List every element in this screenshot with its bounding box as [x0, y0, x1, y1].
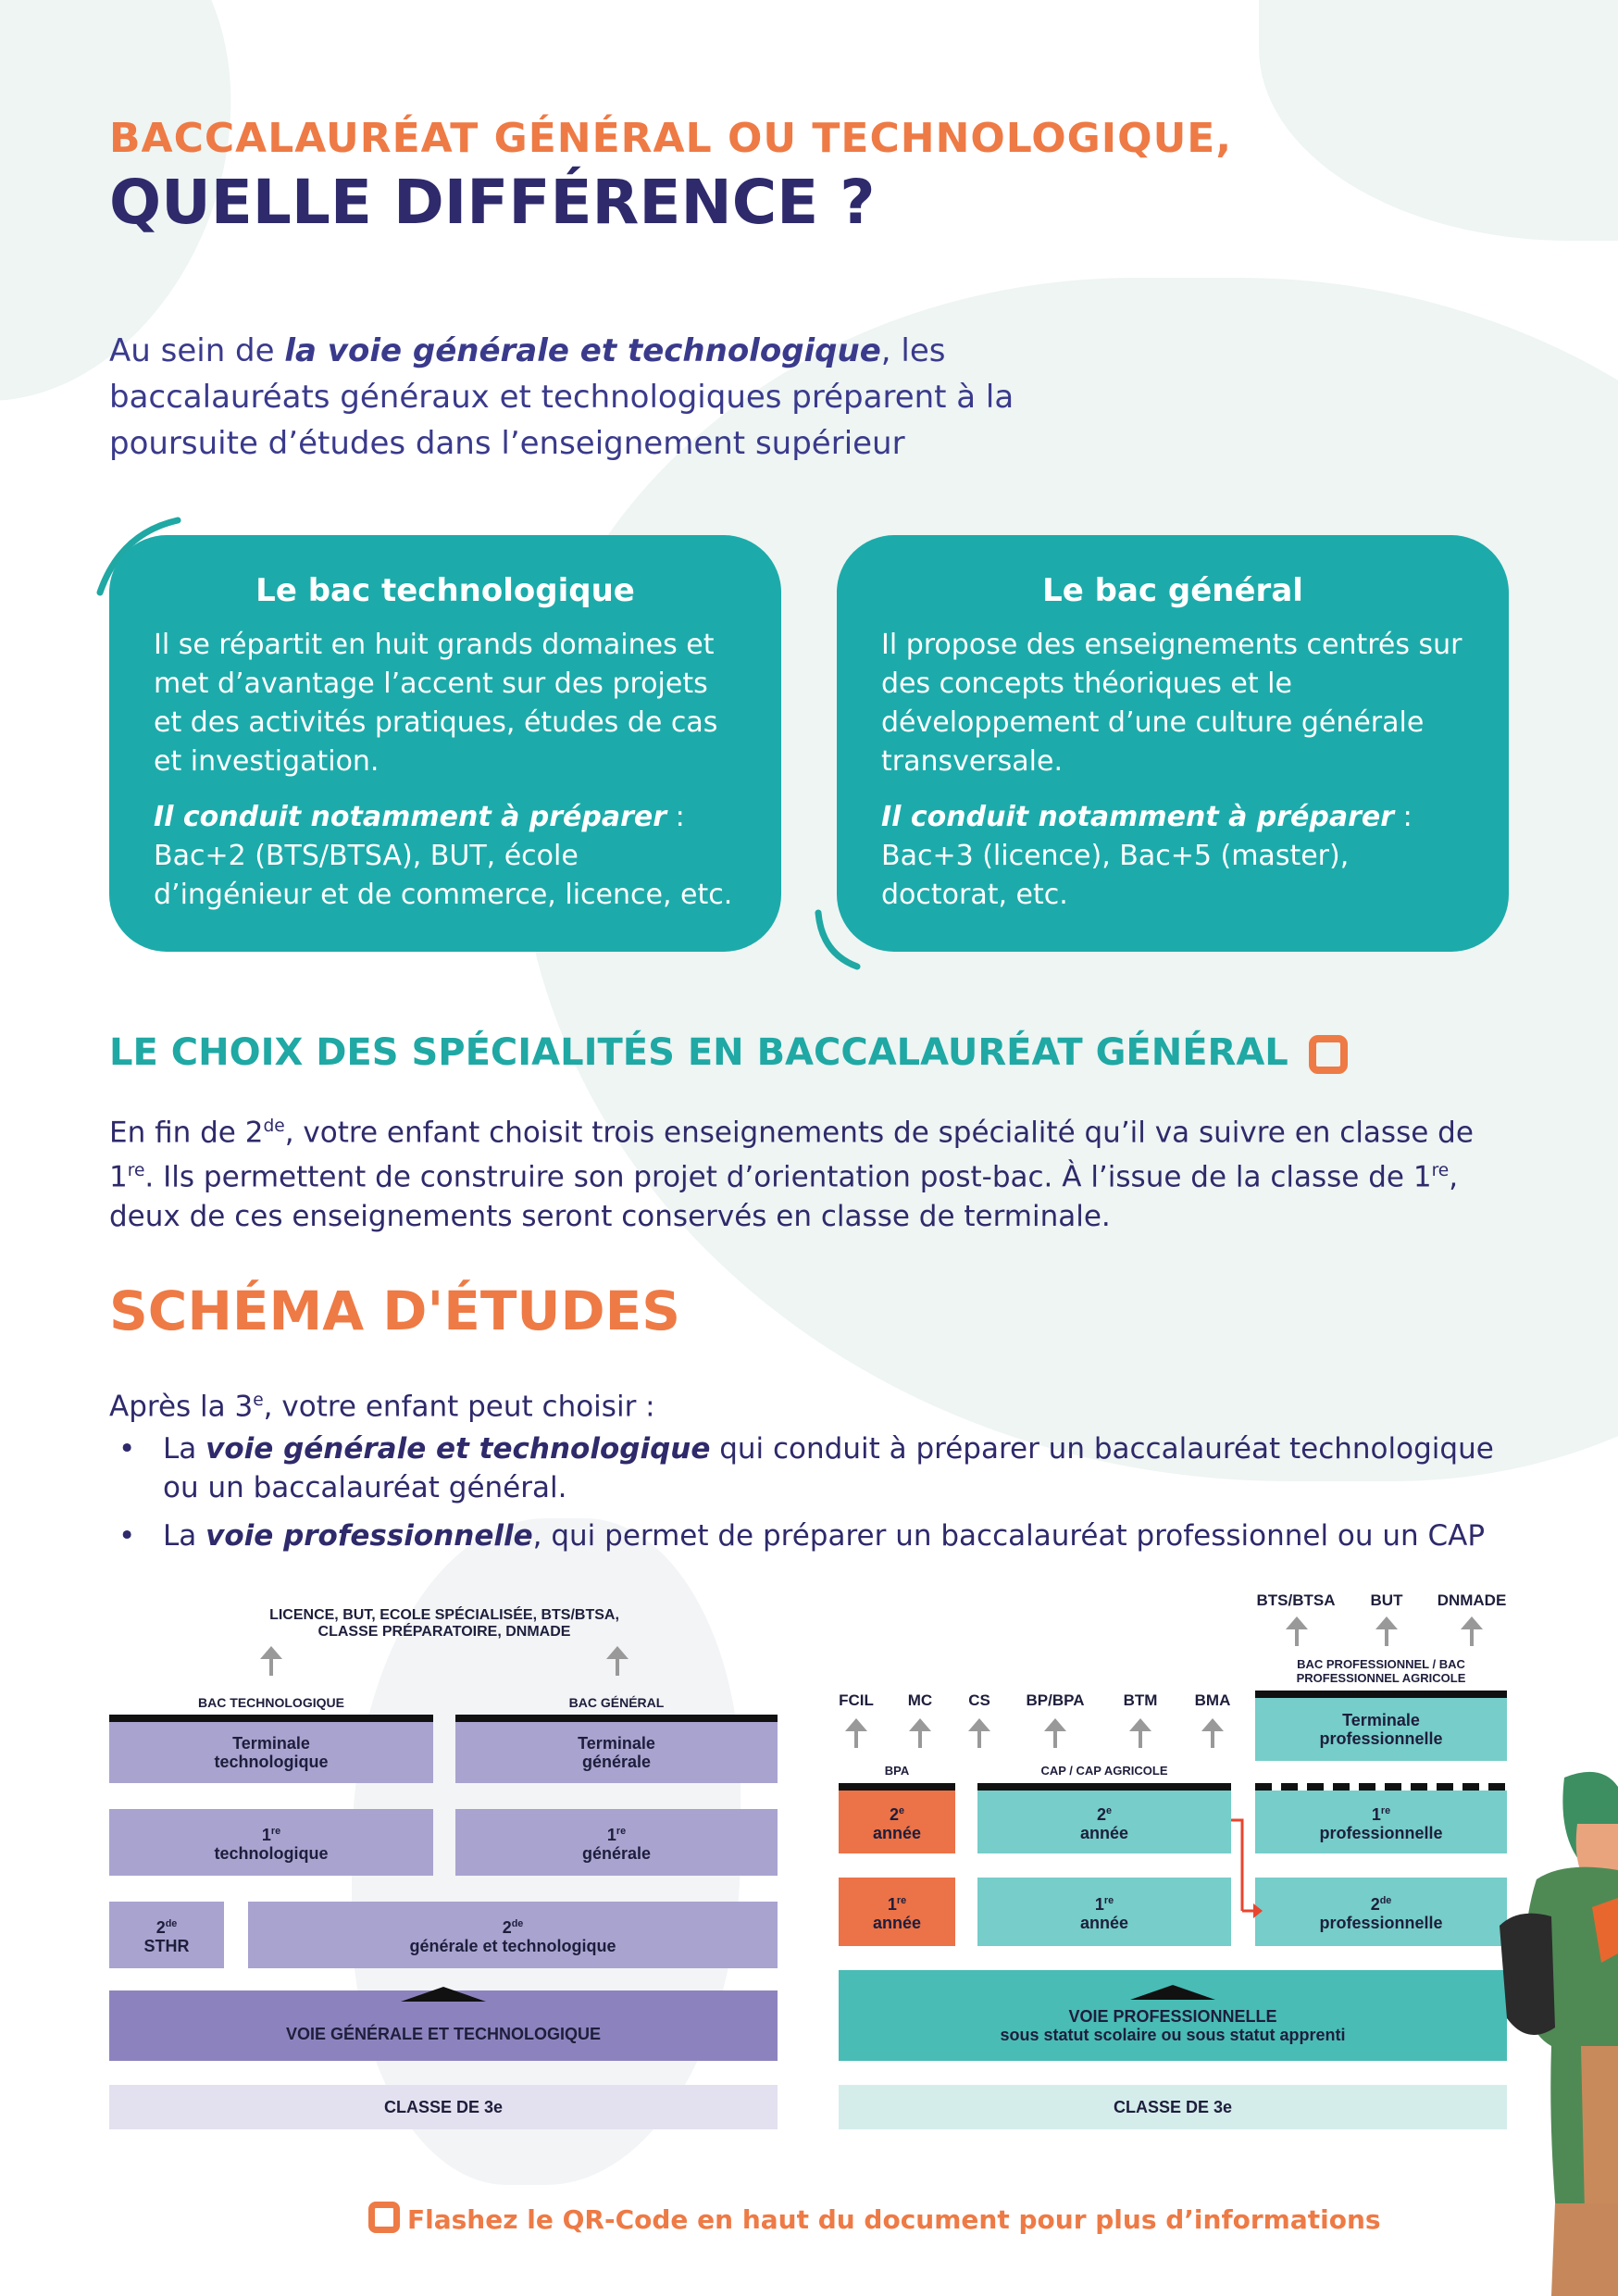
arrow-up-icon: [1126, 1718, 1154, 1750]
section-title-schema: SCHÉMA D'ÉTUDES: [109, 1279, 681, 1342]
outcome-label: DNMADE: [1437, 1591, 1507, 1609]
card-lead-text: Il conduit notamment à préparer: [881, 801, 1395, 833]
specialites-paragraph: En fin de 2de, votre enfant choisit trois enseignements de spécialité qu’il va suivre en classe de 1re. Ils permettent de construire son projet d’orientation post-bac. À l’issue de la classe de 1re, deux de ces enseignements seront conservés en classe de terminale.: [109, 1116, 1474, 1233]
page-subtitle: BACCALAURÉAT GÉNÉRAL OU TECHNOLOGIQUE,: [109, 115, 1233, 162]
schema-intro: Après la 3e, votre enfant peut choisir :: [109, 1390, 655, 1424]
bac-techno-label: BAC TECHNOLOGIQUE: [198, 1695, 344, 1710]
intro-emphasis: la voie générale et technologique: [284, 332, 881, 369]
diploma-label: CS: [968, 1691, 990, 1709]
intro-paragraph: [109, 328, 1035, 467]
premiere-generale: 1re générale: [455, 1809, 778, 1876]
intro-text: Au sein de: [109, 332, 285, 369]
card-body: Il propose des enseignements centrés sur des concepts théoriques et le développement d’une culture générale transversale.: [881, 629, 1462, 778]
cap-label: CAP / CAP AGRICOLE: [1040, 1764, 1168, 1778]
section-title-specialites: [109, 1031, 1348, 1074]
card-lead-suffix: :: [666, 801, 685, 833]
card-title: Le bac général: [1042, 572, 1303, 609]
card-lead: [881, 798, 1464, 837]
arrow-up-icon: [1373, 1616, 1400, 1648]
seconde-sthr: 2de STHR: [109, 1902, 224, 1968]
list-item: • La voie professionnelle, qui permet de préparer un baccalauréat professionnel ou un CAP: [109, 1516, 1516, 1555]
seconde-professionnelle: 2de professionnelle: [1255, 1878, 1507, 1946]
terminale-generale: Terminale générale: [455, 1722, 778, 1783]
card-bac-general: [837, 535, 1509, 952]
arrow-up-icon: [965, 1718, 993, 1750]
bpa-label: BPA: [884, 1764, 910, 1778]
higher-education-label: LICENCE, BUT, ECOLE SPÉCIALISÉE, BTS/BTSA, CLASSE PRÉPARATOIRE, DNMADE: [269, 1607, 619, 1640]
arrow-up-icon: [906, 1718, 934, 1750]
qr-hint-icon: [1309, 1035, 1348, 1074]
arrow-up-icon: [257, 1646, 285, 1678]
card-lead: [154, 798, 737, 837]
bac-pro-divider: [1255, 1691, 1507, 1698]
terminale-professionnelle: Terminale professionnelle: [1255, 1698, 1507, 1761]
student-illustration-icon: [1500, 1768, 1618, 2296]
intro-text: , les baccalauréats généraux et technologiques préparent à la poursuite d’études dans l’enseignement supérieur: [109, 332, 1014, 462]
diploma-label: FCIL: [839, 1691, 874, 1709]
card-bac-technologique: [109, 535, 781, 952]
outcome-label: BUT: [1370, 1591, 1403, 1609]
background-shape: [1259, 0, 1618, 241]
diploma-label: BTM: [1123, 1691, 1158, 1709]
bac-general-label: BAC GÉNÉRAL: [568, 1695, 665, 1710]
classe-de-3e-left: CLASSE DE 3e: [109, 2085, 778, 2129]
cap-2e-annee: 2e année: [977, 1791, 1231, 1853]
passerelle-arrow-icon: [1229, 1815, 1263, 1926]
diploma-label: BMA: [1194, 1691, 1231, 1709]
bac-pro-label: BAC PROFESSIONNEL / BAC PROFESSIONNEL AGRICOLE: [1296, 1657, 1466, 1685]
footer-note: [368, 2202, 1381, 2235]
card-body: Il se répartit en huit grands domaines et met d’avantage l’accent sur des projets et des activités pratiques, études de cas et investigation.: [154, 629, 718, 778]
card-outcome: Bac+2 (BTS/BTSA), BUT, école d’ingénieur et de commerce, licence, etc.: [154, 840, 733, 911]
bac-divider: [109, 1715, 433, 1722]
arrow-up-icon: [842, 1718, 870, 1750]
premiere-technologique: 1re technologique: [109, 1809, 433, 1876]
roof-icon: [401, 1987, 486, 2002]
premiere-professionnelle: 1re professionnelle: [1255, 1791, 1507, 1853]
card-outcome: Bac+3 (licence), Bac+5 (master), doctorat, etc.: [881, 840, 1350, 911]
schema-bullets: [109, 1429, 1516, 1565]
voie-professionnelle: VOIE PROFESSIONNELLE sous statut scolaire ou sous statut apprenti: [839, 1970, 1507, 2061]
arrow-up-icon: [1283, 1616, 1311, 1648]
section-title-text: LE CHOIX DES SPÉCIALITÉS EN BACCALAURÉAT GÉNÉRAL: [109, 1031, 1288, 1074]
bac-divider: [455, 1715, 778, 1722]
roof-icon: [1130, 1985, 1215, 2000]
qr-hint-icon: [368, 2202, 400, 2233]
arrow-up-icon: [1199, 1718, 1226, 1750]
diploma-label: MC: [907, 1691, 933, 1709]
bpa-2e-annee: 2e année: [839, 1791, 955, 1853]
bpa-1re-annee: 1re année: [839, 1878, 955, 1946]
cap-1re-annee: 1re année: [977, 1878, 1231, 1946]
classe-de-3e-right: CLASSE DE 3e: [839, 2085, 1507, 2129]
arrow-up-icon: [1458, 1616, 1486, 1648]
card-title: Le bac technologique: [255, 572, 635, 609]
bpa-divider: [839, 1783, 955, 1791]
terminale-technologique: Terminale technologique: [109, 1722, 433, 1783]
footer-text: Flashez le QR-Code en haut du document pour plus d’informations: [407, 2204, 1381, 2235]
page-title: QUELLE DIFFÉRENCE ?: [109, 167, 876, 238]
voie-generale-technologique: VOIE GÉNÉRALE ET TECHNOLOGIQUE: [109, 1990, 778, 2061]
arrow-up-icon: [1041, 1718, 1069, 1750]
diploma-label: BP/BPA: [1026, 1691, 1085, 1709]
outcome-label: BTS/BTSA: [1256, 1591, 1336, 1609]
cap-divider: [977, 1783, 1231, 1791]
arrow-up-icon: [604, 1646, 631, 1678]
seconde-generale-technologique: 2de générale et technologique: [248, 1902, 778, 1968]
list-item: • La voie générale et technologique qui conduit à préparer un baccalauréat technologique ou un baccalauréat général.: [109, 1429, 1516, 1507]
card-lead-text: Il conduit notamment à préparer: [154, 801, 667, 833]
card-lead-suffix: :: [1394, 801, 1413, 833]
